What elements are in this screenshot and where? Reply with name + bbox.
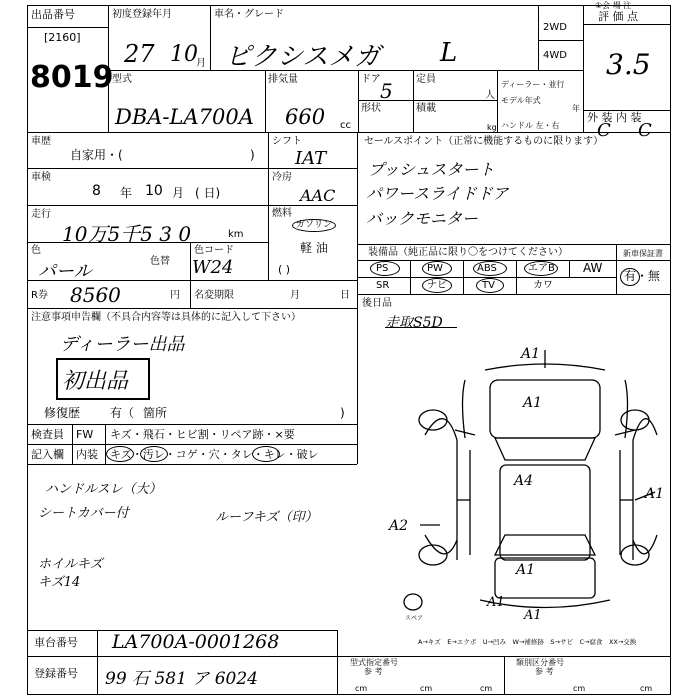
repair-place: 箇所	[143, 406, 168, 420]
type-number-cm-1: cm	[355, 684, 368, 693]
remark-5: キズ14	[38, 575, 81, 590]
repair-close: )	[340, 406, 345, 420]
category-label: 類別区分番号	[516, 658, 564, 667]
equipment-aw: AW	[583, 261, 603, 275]
equipment-tv: TV	[482, 280, 495, 291]
aftermarket-value: 走取S5D	[385, 315, 443, 331]
top-right-note: ①会 場 注	[595, 1, 632, 10]
equipment-pw: PW	[427, 263, 443, 274]
recycle-label: R券	[31, 290, 48, 301]
ac-value: AAC	[300, 186, 336, 205]
load-label: 積載	[416, 103, 436, 114]
color-code-value: W24	[192, 257, 234, 278]
damage-mark-rear-bumper: A1	[487, 595, 505, 610]
exterior-grade: C	[597, 120, 611, 141]
inspector-fw: FW	[76, 428, 94, 441]
lot-number: 8019	[30, 60, 114, 95]
entry-interior-items: キズ・汚レ・コゲ・穴・タレ・キレ・破レ	[110, 448, 319, 461]
color-change-label: 色替	[150, 256, 170, 267]
first-registration-label: 初度登録年月	[112, 9, 172, 20]
circle-mark	[422, 261, 452, 276]
history-label: 車歴	[31, 136, 51, 147]
inspection-day: ( 日)	[195, 186, 221, 200]
model-year-label: モデル年式	[501, 96, 541, 105]
warranty-label: 新車保証書	[623, 249, 663, 258]
recycle-value: 8560	[70, 283, 121, 307]
damage-mark-rear: A1	[516, 562, 536, 578]
model-year-unit: 年	[572, 104, 580, 113]
load-unit: kg	[487, 123, 497, 132]
inspection-month-unit: 月	[172, 186, 185, 200]
notes-label: 注意事項申告欄（不具合内容等は具体的に記入して下さい）	[31, 312, 301, 323]
damage-mark-hood: A1	[523, 395, 543, 411]
notes-line-2: 初出品	[62, 369, 129, 394]
type-number-cm-3: cm	[480, 684, 493, 693]
interior-grade: C	[638, 120, 652, 141]
warranty-value: 有・無	[624, 269, 661, 283]
registration-label: 登録番号	[34, 667, 78, 680]
circle-mark	[106, 446, 134, 462]
doors-value: 5	[380, 79, 393, 103]
inspector-exterior-items: キズ・飛石・ヒビ割・リペア跡・×要	[110, 428, 295, 441]
doors-label: ドア	[361, 74, 381, 85]
circle-mark	[140, 446, 168, 462]
first-registration-month: 10	[170, 42, 198, 67]
selling-point-1: プッシュスタート	[368, 160, 495, 179]
remark-3: ルーフキズ（印）	[215, 510, 318, 525]
entry-interior: 内装	[76, 448, 98, 461]
circle-mark	[476, 278, 504, 293]
handle-label: ハンドル 左・右	[501, 121, 560, 130]
inspection-year: 8	[92, 183, 101, 199]
km-unit: km	[228, 229, 244, 240]
inspection-month: 10	[145, 183, 163, 199]
damage-legend: A→キズ E→エクボ U→凹み W→補修跡 S→サビ C→腐食 XX→交換	[418, 638, 637, 646]
score-value: 3.5	[606, 48, 651, 81]
mileage-value: 10万5千5 3 0	[62, 222, 192, 246]
shift-value: IAT	[295, 148, 327, 169]
circle-mark	[252, 446, 280, 462]
category-cm-2: cm	[640, 684, 653, 693]
fuel-other: ( )	[278, 263, 291, 276]
color-label: 色	[31, 245, 41, 256]
equipment-navi: ナビ	[427, 280, 447, 291]
circle-mark	[473, 261, 507, 276]
selling-point-2: パワースライドドア	[366, 184, 509, 203]
inspection-label: 車検	[31, 172, 51, 183]
model-label: 型式	[112, 74, 132, 85]
cc-unit: cc	[340, 120, 351, 131]
capacity-unit: 人	[485, 90, 495, 101]
type-number-reference: 参 考	[364, 667, 383, 676]
type-number-label: 型式指定番号	[350, 658, 398, 667]
score-label: 評 価 点	[598, 10, 638, 23]
equipment-abs: ABS	[477, 263, 497, 274]
color-code-label: 色コード	[194, 245, 234, 256]
fuel-diesel: 軽 油	[300, 241, 328, 255]
equipment-sr: SR	[376, 280, 390, 291]
circle-mark	[422, 278, 452, 293]
equipment-label: 装備品（純正品に限り〇をつけてください）	[368, 247, 568, 258]
damage-mark-roof: A4	[514, 473, 534, 489]
chassis-value: LA700A-0001268	[112, 631, 280, 653]
name-change-day: 日	[340, 290, 350, 301]
exterior-interior-label: 外 装 内 装	[587, 111, 642, 124]
category-cm-1: cm	[573, 684, 586, 693]
selling-point-3: バックモニター	[366, 209, 479, 228]
name-change-label: 名変期限	[194, 290, 234, 301]
history-value: 自家用・(	[70, 148, 123, 162]
history-close: )	[250, 148, 255, 162]
damage-mark-rear-bumper-2: A1	[524, 608, 542, 623]
shift-label: シフト	[272, 136, 302, 147]
first-registration-year: 27	[124, 40, 155, 68]
category-reference: 参 考	[535, 667, 554, 676]
type-number-cm-2: cm	[420, 684, 433, 693]
repair-value: 有（	[110, 406, 135, 420]
car-name: ピクシスメガ	[225, 42, 381, 72]
inspector-label: 検査員	[31, 428, 64, 441]
repair-label: 修復歴	[44, 406, 81, 420]
color-value: パール	[38, 261, 92, 282]
lot-code: [2160]	[44, 31, 81, 44]
drive-2wd-label: 2WD	[543, 22, 567, 33]
selling-points-label: セールスポイント（正常に機能するものに限ります）	[364, 136, 604, 147]
equipment-leather: カワ	[533, 280, 553, 291]
damage-mark-left: A2	[389, 518, 409, 534]
yen-unit: 円	[170, 290, 180, 301]
name-change-month: 月	[290, 290, 300, 301]
equipment-ps: PS	[376, 263, 389, 274]
lot-label: 出品番号	[31, 8, 75, 21]
spare-label: スペア	[405, 615, 424, 622]
registration-value: 99 石 581 ア 6024	[105, 669, 258, 689]
circle-mark	[524, 261, 558, 276]
remark-2: シートカバー付	[38, 506, 129, 521]
drive-4wd-label: 4WD	[543, 50, 567, 61]
shape-label: 形状	[361, 103, 381, 114]
fuel-label: 燃料	[272, 208, 292, 219]
displacement-label: 排気量	[268, 74, 298, 85]
displacement-value: 660	[285, 105, 326, 129]
fuel-gasoline: ガソリン	[292, 219, 336, 232]
aftermarket-label: 後日品	[362, 298, 392, 309]
mileage-label: 走行	[31, 209, 51, 220]
equipment-airbag: エアB	[528, 263, 555, 274]
circle-mark	[620, 268, 640, 286]
first-registration-month-unit: 月	[196, 58, 206, 69]
remark-1: ハンドルスレ（大）	[45, 482, 162, 497]
model-value: DBA-LA700A	[115, 105, 254, 129]
notes-line-1: ディーラー出品	[60, 334, 185, 355]
entry-label: 記入欄	[31, 448, 64, 461]
dealer-label: ディーラー・並行	[501, 80, 565, 89]
car-grade: L	[440, 38, 458, 68]
car-name-label: 車名・グレード	[214, 9, 284, 20]
circle-mark	[370, 261, 400, 276]
capacity-label: 定員	[416, 74, 436, 85]
ac-label: 冷房	[272, 172, 292, 183]
damage-mark-right: A1	[645, 486, 665, 502]
remark-4: ホイルキズ	[38, 557, 103, 572]
damage-mark-front: A1	[521, 346, 541, 362]
inspection-year-unit: 年	[120, 186, 133, 200]
chassis-label: 車台番号	[34, 636, 78, 649]
